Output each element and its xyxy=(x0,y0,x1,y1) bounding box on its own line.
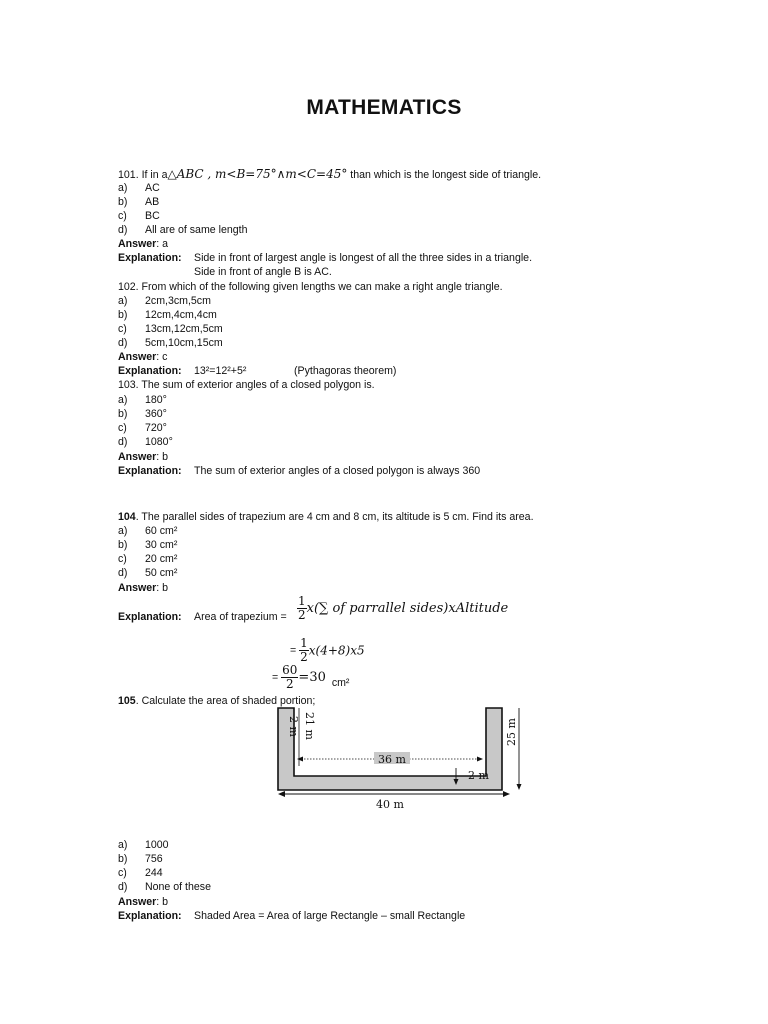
explanation-text: Side in front of largest angle is longest of all the three sides in a triangle. xyxy=(194,252,533,264)
explanation-text: Area of trapezium = xyxy=(194,611,287,623)
explanation-line: Explanation: The sum of exterior angles of a closed polygon is always 360 xyxy=(118,465,481,477)
option-key: d) xyxy=(118,567,128,579)
option-key: d) xyxy=(118,881,128,893)
option-key: a) xyxy=(118,295,128,307)
shaded-region-figure xyxy=(270,706,540,816)
label-2m-bottom: 2 m xyxy=(468,769,489,782)
option-b xyxy=(118,196,159,209)
option-key: d) xyxy=(118,436,128,448)
answer-line xyxy=(118,582,168,595)
explanation-label: Explanation xyxy=(118,252,179,264)
formula-unit: cm² xyxy=(331,677,350,690)
arrowhead-right xyxy=(477,757,483,762)
denominator: 2 xyxy=(298,608,306,622)
explanation-line: Explanation: Shaded Area = Area of large Rectangle – small Rectangle xyxy=(118,910,466,922)
question-102: 102. From which of the following given lengths we can make a right angle triangle. xyxy=(118,281,503,293)
explanation-note: (Pythagoras theorem) xyxy=(294,365,397,377)
option-a xyxy=(118,525,177,538)
question-104 xyxy=(118,511,534,524)
option-key: b) xyxy=(118,309,128,321)
explanation-line: Explanation: Side in front of largest angle is longest of all the three sides in a triangle. xyxy=(118,252,533,264)
numerator: 1 xyxy=(300,636,308,650)
answer-line xyxy=(118,351,167,364)
formula-result: =30 xyxy=(298,670,326,685)
answer-value: : b xyxy=(156,451,169,463)
option-text: AC xyxy=(145,182,160,194)
option-text: 20 cm² xyxy=(145,553,178,565)
explanation-label: Explanation xyxy=(118,465,179,477)
numerator: 60 xyxy=(282,663,298,677)
option-key: a) xyxy=(118,182,128,194)
arrowhead-right xyxy=(503,791,510,797)
answer-value: : b xyxy=(156,582,169,594)
numerator: 1 xyxy=(298,594,306,608)
question-text: . If in a xyxy=(135,169,168,181)
answer-label: Answer xyxy=(118,896,157,908)
option-c xyxy=(118,422,167,435)
option-text: BC xyxy=(145,210,160,222)
option-b xyxy=(118,853,163,866)
denominator: 2 xyxy=(300,650,308,664)
answer-label: Answer xyxy=(118,238,157,250)
option-key: a) xyxy=(118,525,128,537)
option-text: 50 cm² xyxy=(145,567,178,579)
explanation-text-2: Side in front of angle B is AC. xyxy=(194,266,332,278)
option-text: 1080° xyxy=(145,436,173,448)
equals-sign: = xyxy=(272,671,279,684)
explanation-label: Explanation xyxy=(118,611,179,623)
arrowhead-left xyxy=(278,791,285,797)
option-b xyxy=(118,309,217,322)
option-key: c) xyxy=(118,422,127,434)
formula-line-1 xyxy=(297,595,508,622)
explanation-text: 13²=12²+5² xyxy=(194,365,247,377)
option-key: b) xyxy=(118,853,128,865)
option-a xyxy=(118,295,211,308)
option-b xyxy=(118,539,177,552)
option-key: b) xyxy=(118,196,128,208)
answer-line xyxy=(118,896,168,909)
option-a xyxy=(118,182,160,195)
question-number: 105 xyxy=(118,695,136,707)
option-text: None of these xyxy=(145,881,211,893)
question-103: 103. The sum of exterior angles of a closed polygon is. xyxy=(118,379,375,391)
answer-label: Answer xyxy=(118,351,157,363)
option-d xyxy=(118,224,247,237)
option-text: 720° xyxy=(145,422,167,434)
option-d xyxy=(118,337,223,350)
answer-label: Answer xyxy=(118,451,157,463)
explanation-text: The sum of exterior angles of a closed polygon is always 360 xyxy=(194,465,481,477)
option-text: 360° xyxy=(145,408,167,420)
option-key: c) xyxy=(118,210,127,222)
answer-line xyxy=(118,238,168,251)
option-d xyxy=(118,567,177,580)
option-c xyxy=(118,210,160,223)
fraction xyxy=(281,664,298,691)
option-text: 756 xyxy=(145,853,163,865)
explanation-text: Shaded Area = Area of large Rectangle – small Rectangle xyxy=(194,910,466,922)
question-number: 104 xyxy=(118,511,136,523)
question-101 xyxy=(118,168,541,182)
question-text: . The parallel sides of trapezium are 4 cm and 8 cm, its altitude is 5 cm. Find its area. xyxy=(135,511,534,523)
option-text: All are of same length xyxy=(145,224,248,236)
formula-line-3 xyxy=(272,664,349,691)
option-key: d) xyxy=(118,337,128,349)
explanation-line: Explanation: Area of trapezium = xyxy=(118,611,287,623)
denominator: 2 xyxy=(285,677,294,691)
option-b xyxy=(118,408,167,421)
option-key: c) xyxy=(118,323,127,335)
page-title: MATHEMATICS xyxy=(306,96,462,119)
arrowhead-down xyxy=(517,784,522,790)
question-number: 101 xyxy=(118,169,136,181)
fraction xyxy=(297,595,307,622)
option-text: AB xyxy=(145,196,160,208)
option-text: 30 cm² xyxy=(145,539,178,551)
option-text: 2cm,3cm,5cm xyxy=(145,295,211,307)
formula-line-2 xyxy=(290,637,365,664)
option-c xyxy=(118,867,163,880)
option-key: c) xyxy=(118,553,127,565)
formula-text: x(∑ of parrallel sides)xAltitude xyxy=(306,601,509,616)
fraction xyxy=(299,637,309,664)
option-key: a) xyxy=(118,839,128,851)
option-d xyxy=(118,881,211,894)
explanation-label: Explanation xyxy=(118,910,179,922)
option-text: 180° xyxy=(145,394,167,406)
option-key: a) xyxy=(118,394,128,406)
answer-label: Answer xyxy=(118,582,157,594)
answer-value: : b xyxy=(156,896,169,908)
question-text: than which is the longest side of triangle. xyxy=(347,169,542,181)
label-40m: 40 m xyxy=(376,798,404,811)
label-2m-left: 2 m xyxy=(287,716,300,737)
label-25m: 25 m xyxy=(505,718,518,746)
question-math: △ABC , m<B=75°∧m<C=45° xyxy=(167,167,348,181)
question-text: . Calculate the area of shaded portion; xyxy=(135,695,316,707)
option-key: b) xyxy=(118,408,128,420)
option-c xyxy=(118,553,177,566)
option-text: 60 cm² xyxy=(145,525,178,537)
answer-value: : c xyxy=(156,351,168,363)
option-c xyxy=(118,323,223,336)
formula-text: x(4+8)x5 xyxy=(308,643,365,658)
option-a xyxy=(118,839,169,852)
option-key: d) xyxy=(118,224,128,236)
arrowhead-left xyxy=(297,757,303,762)
label-21m: 21 m xyxy=(303,712,316,740)
answer-value: : a xyxy=(156,238,169,250)
option-key: c) xyxy=(118,867,127,879)
option-a xyxy=(118,394,167,407)
option-key: b) xyxy=(118,539,128,551)
equals-sign: = xyxy=(290,644,297,657)
option-d xyxy=(118,436,173,449)
option-text: 1000 xyxy=(145,839,169,851)
label-36m: 36 m xyxy=(378,753,406,766)
explanation-label: Explanation xyxy=(118,365,179,377)
option-text: 244 xyxy=(145,867,163,879)
option-text: 13cm,12cm,5cm xyxy=(145,323,223,335)
option-text: 12cm,4cm,4cm xyxy=(145,309,217,321)
option-text: 5cm,10cm,15cm xyxy=(145,337,223,349)
answer-line xyxy=(118,451,168,464)
explanation-line: Explanation: 13²=12²+5² (Pythagoras theorem) xyxy=(118,365,397,377)
